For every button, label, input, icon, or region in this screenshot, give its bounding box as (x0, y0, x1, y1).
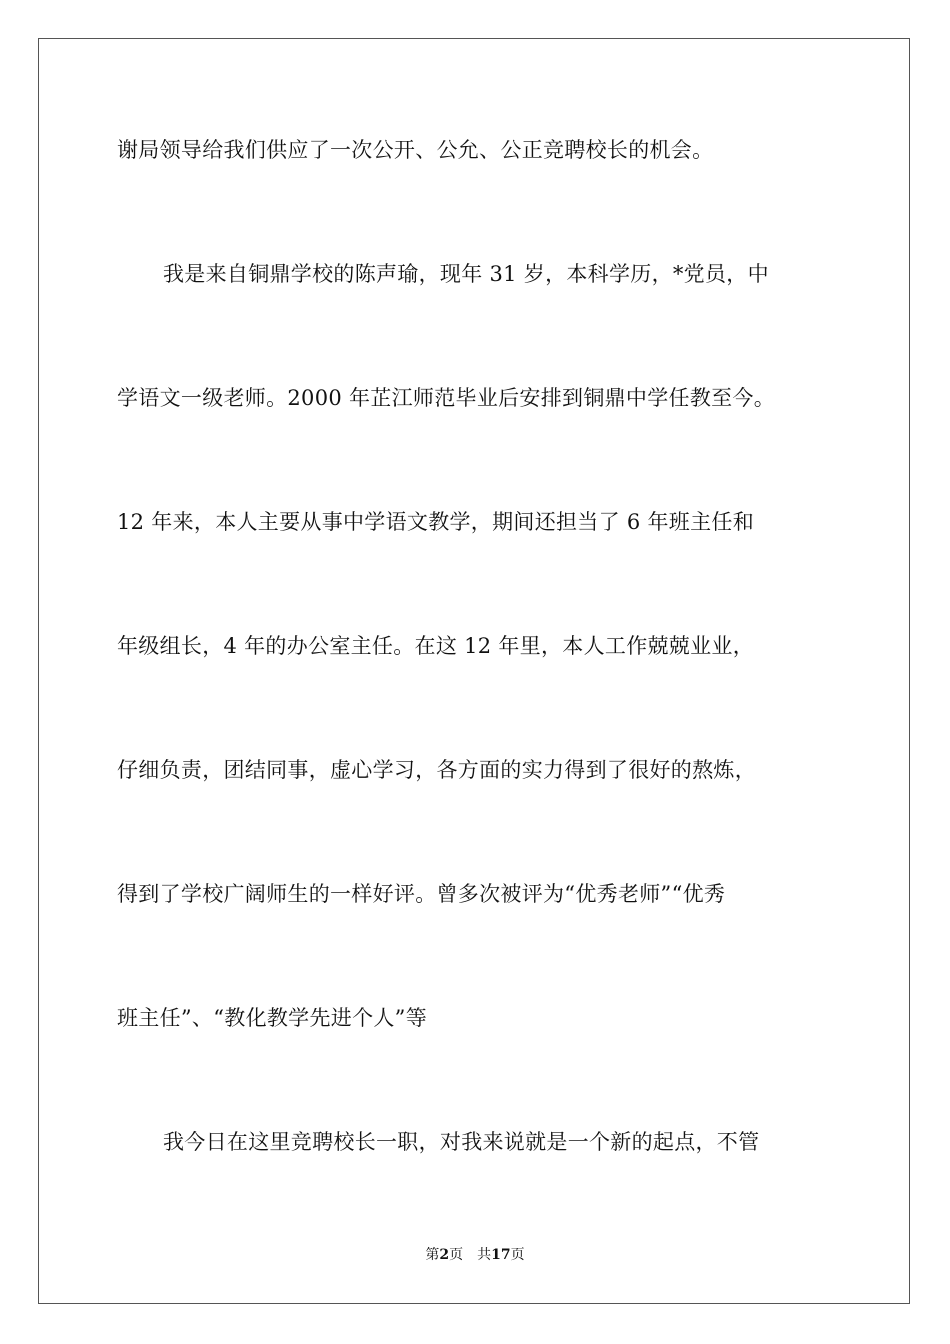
total-pages: 17 (491, 1247, 511, 1263)
total-suffix: 页 (510, 1247, 525, 1263)
text-line: 班主任”、“教化教学先进个人”等 (117, 1006, 428, 1030)
text-line: 12 年来，本人主要从事中学语文教学，期间还担当了 6 年班主任和 (117, 510, 755, 534)
text-line: 学语文一级老师。2000 年芷江师范毕业后安排到铜鼎中学任教至今。 (117, 386, 776, 410)
page-prefix: 第 (425, 1247, 440, 1263)
text-line: 年级组长，4 年的办公室主任。在这 12 年里，本人工作兢兢业业， (117, 634, 755, 658)
text-line: 得到了学校广阔师生的一样好评。曾多次被评为“优秀老师”“优秀 (117, 882, 726, 906)
text-line: 我是来自铜鼎学校的陈声瑜，现年 31 岁，本科学历，*党员，中 (163, 262, 769, 286)
text-line: 我今日在这里竞聘校长一职，对我来说就是一个新的起点，不管 (163, 1130, 760, 1154)
page-suffix: 页 (449, 1247, 464, 1263)
page-number: 2 (439, 1247, 450, 1263)
text-line: 仔细负责，团结同事，虚心学习，各方面的实力得到了很好的熬炼， (117, 758, 756, 782)
page-border (38, 38, 910, 1304)
text-line: 谢局领导给我们供应了一次公开、公允、公正竞聘校长的机会。 (117, 138, 714, 162)
total-prefix: 共 (477, 1247, 492, 1263)
page-footer (0, 1246, 950, 1264)
